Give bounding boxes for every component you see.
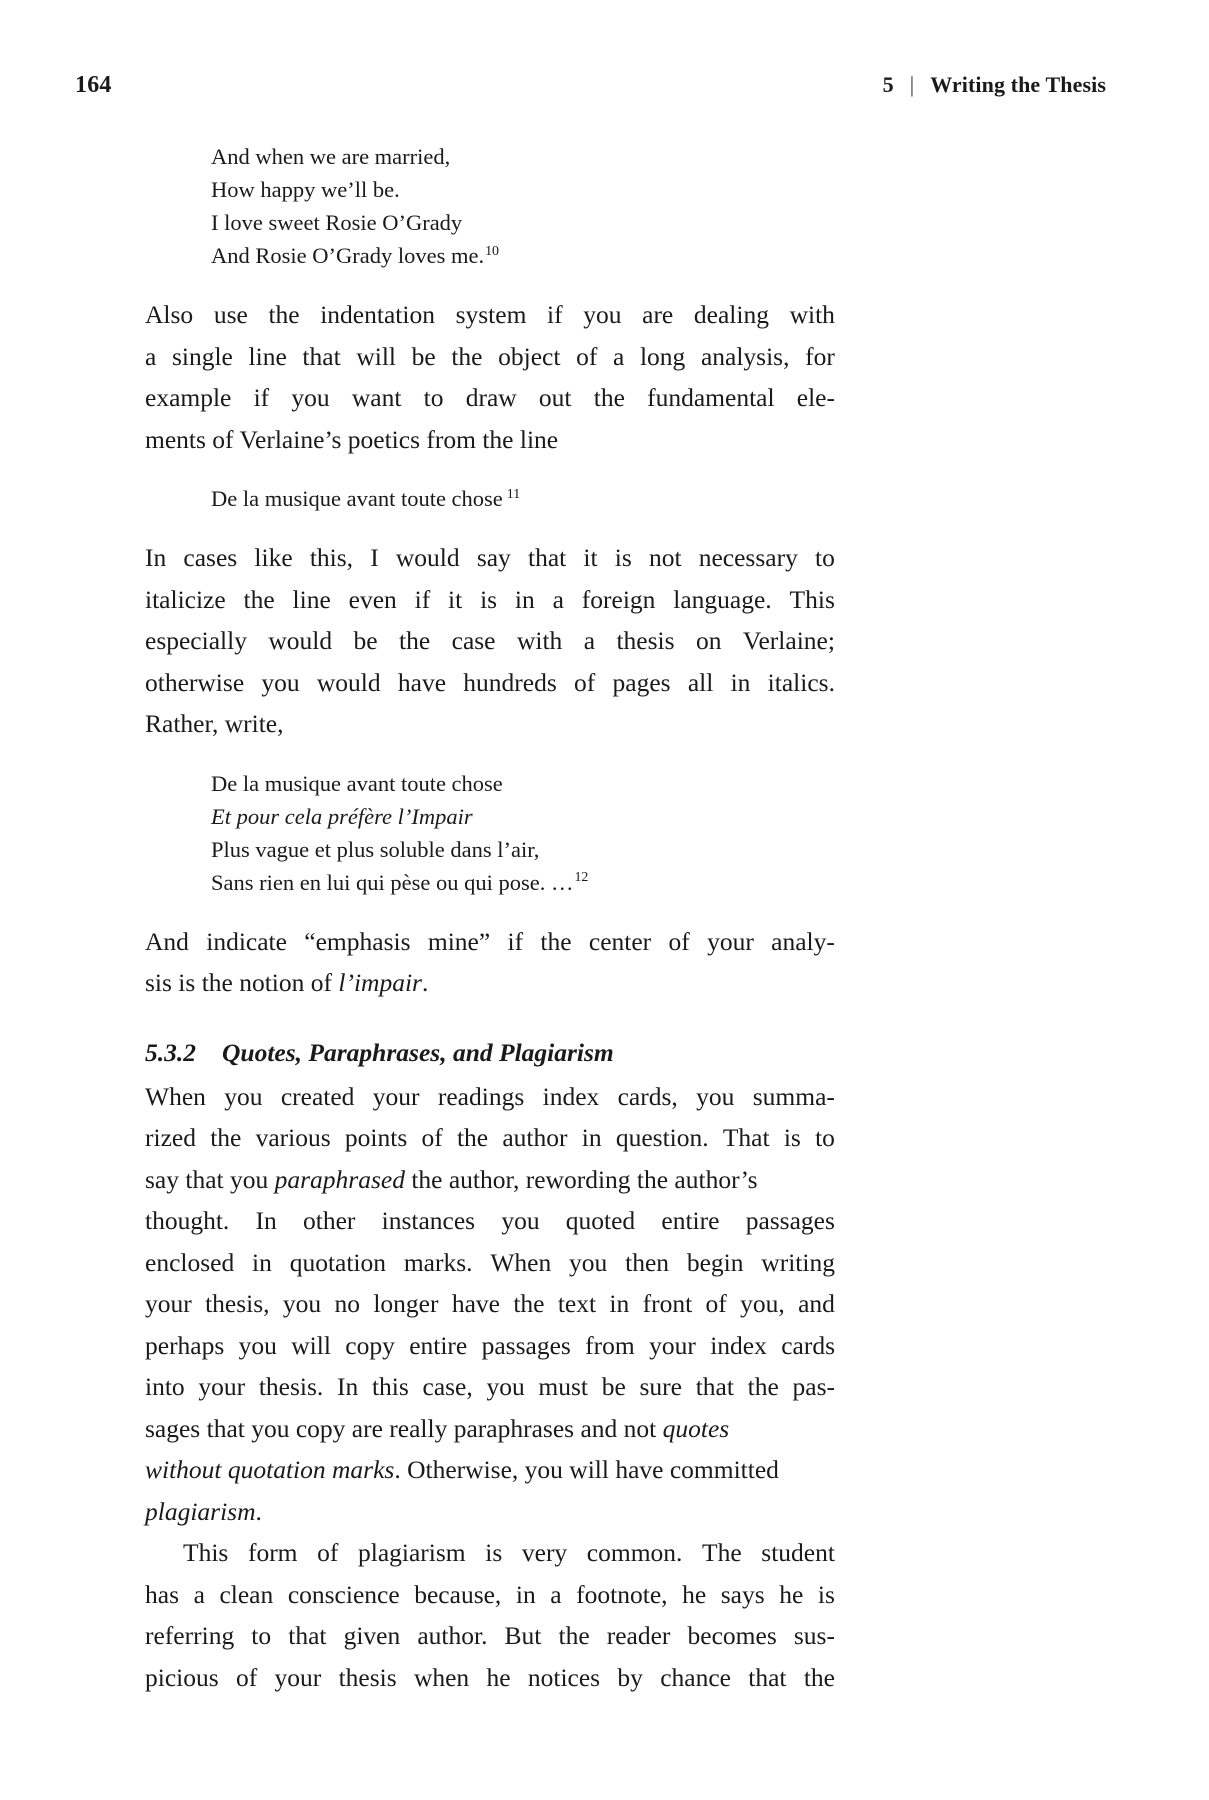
section-heading [145,1038,835,1068]
text-word: would [316,667,381,697]
extract-line-with-footnote [211,482,835,515]
text-word: example [145,383,232,412]
text-line [145,1325,835,1367]
text-word: use [213,300,248,329]
text-word: the [513,1289,545,1318]
text-word: becomes [687,1621,777,1650]
text-word: This [789,584,835,614]
text-word: case, [422,1372,473,1401]
text-word: enclosed [145,1247,235,1277]
text-word: very [521,1538,568,1567]
text-word: from [585,1330,635,1360]
text-word: to [251,1621,272,1650]
text-word: he [682,1579,707,1609]
emphasis-plagiarism: plagiarism [145,1496,256,1526]
text-word: is [817,1579,835,1609]
emphasis-without-quotation-marks: without quotation marks [145,1455,395,1484]
text-line: say that you paraphrased the author, rewording the author’s [145,1164,758,1194]
text-word: your [649,1330,696,1360]
text-word: be [353,626,378,655]
text-word: not [648,543,682,572]
text-word: you [261,667,300,697]
text-word: thesis [338,1662,397,1692]
text-word: footnote, [576,1579,668,1609]
text-word: entire [661,1206,720,1235]
text-word: you [238,1330,277,1360]
extract-line-with-footnote [211,866,835,899]
text-word: must [538,1372,589,1401]
text-line [145,1076,835,1118]
text-word: are [642,300,674,329]
text-word: single [171,341,233,371]
text-word: your [274,1662,322,1692]
text-word: common. [586,1538,683,1567]
text-word: would [395,543,460,572]
text-word: no [334,1289,360,1318]
footnote-marker: 10 [485,243,500,259]
running-header [75,72,1134,108]
text-word: thesis. [258,1372,324,1401]
text-word: draw [465,383,517,412]
text-word: various [255,1123,331,1152]
text-word: This [183,1538,229,1567]
text-word: in [581,1123,602,1152]
text-word: this [371,1372,409,1401]
text-word: points [344,1123,408,1152]
text-word: of [705,1289,727,1318]
text-word: to [815,1123,835,1152]
header-title-text: Writing the Thesis [930,72,1106,97]
text-word: writing [761,1247,835,1277]
text-word: you [583,300,622,329]
paragraph-italicize-line [145,537,835,745]
text-word: sus- [793,1621,835,1650]
text-word: on [695,626,722,655]
text-word: your [145,1289,192,1318]
text-line: ments of Verlaine’s poetics from the line [145,424,559,454]
text-word: the [243,584,275,614]
text-word: given [343,1621,401,1650]
text-word: instances [381,1206,476,1235]
text-word: you [486,1372,525,1401]
text-word: quoted [565,1206,636,1235]
text-word: have [451,1289,500,1318]
text-word: perhaps [145,1330,225,1360]
text-word: author. [417,1621,488,1650]
text-word: conscience [287,1579,400,1609]
text-line: sages that you copy are really paraphrases and not quotes [145,1413,730,1443]
text-word: if [547,300,563,329]
text-word: In [337,1372,359,1401]
text-word: That [722,1123,770,1152]
text-word: author [502,1123,568,1152]
text-word: summa- [752,1081,835,1111]
text-word: Also [145,300,194,329]
text-word: you [291,383,330,412]
text-word: be [601,1372,626,1401]
text-word: that [748,1662,787,1692]
text-word: it [448,584,463,614]
text-word: in [514,584,535,614]
text-line [145,579,835,621]
text-word: of [317,1538,339,1567]
text-word: when [413,1662,470,1692]
extract-line: De la musique avant toute chose [211,770,503,796]
text-word: a [583,626,596,655]
text-word: line [292,584,331,614]
text-word: indicate [206,926,287,956]
text-line [145,620,835,662]
text-word: the [210,1123,242,1152]
text-column [145,140,835,1698]
text-word: your [198,1372,246,1401]
text-word: italicize [145,584,226,614]
text-word: the [558,1621,590,1650]
text-word: text [557,1289,597,1318]
text-word: that [302,341,341,371]
text-word: form [247,1538,298,1567]
text-word: and [798,1289,835,1318]
footnote-marker: 12 [574,870,589,885]
text-word: In [145,543,167,572]
text-word: chance [660,1662,731,1692]
verse-line: How happy we’ll be. [211,177,400,202]
text-word: a [145,341,157,371]
text-word: is [485,1538,503,1567]
text-word: marks. [403,1247,473,1277]
text-word: italics. [767,667,835,697]
text-line: without quotation marks. Otherwise, you will have committed [145,1455,779,1484]
text-word: because, [414,1579,502,1609]
text-word: The [702,1538,742,1567]
text-word: In [255,1206,277,1235]
text-word: your [707,926,754,956]
text-word: entire [409,1330,468,1360]
text-word: dealing [693,300,769,329]
text-word: otherwise [145,667,245,697]
text-word: system [455,300,527,329]
paragraph-indentation-system [145,294,835,460]
text-word: the [451,341,483,371]
text-word: of [574,667,596,697]
text-word: that [288,1621,327,1650]
footnote-marker: 11 [506,486,521,502]
text-line [145,1283,835,1325]
text-word: into [145,1372,185,1401]
text-word: say [476,543,511,572]
text-word: language. [673,584,772,614]
text-word: thesis, [205,1289,270,1318]
section-number: 5.3.2 [145,1037,196,1067]
text-word: thought. [145,1206,230,1235]
text-word: of [668,926,690,956]
text-word: begin [686,1247,744,1277]
text-word: a [612,341,625,371]
text-word: out [538,383,572,412]
text-line [145,921,835,963]
text-line [145,1532,835,1574]
text-line: Rather, write, [145,709,284,738]
text-word: has [145,1579,179,1609]
paragraph-emphasis-mine [145,921,835,1004]
text-word: for [805,341,835,371]
text-word: fundamental [647,383,775,412]
text-word: mine” [427,926,491,956]
text-word: hundreds [463,667,557,697]
text-line: sis is the notion of l’impair. [145,968,429,997]
text-word: foreign [581,584,656,614]
text-word: When [490,1247,552,1277]
text-word: says [720,1579,765,1609]
text-word: I [370,543,379,572]
text-word: front [642,1289,693,1318]
emphasis-quotes: quotes [662,1413,730,1443]
text-word: the [268,300,300,329]
text-word: with [789,300,835,329]
text-line [145,1242,835,1284]
text-word: notices [527,1662,601,1692]
text-word: even [348,584,397,614]
text-word: in [515,1579,536,1609]
text-word: the [803,1662,835,1692]
verse-quote-rosie-ogrady [211,140,835,272]
text-word: of [235,1662,258,1692]
text-line [145,1366,835,1408]
verse-line: And when we are married, [211,144,451,169]
text-word: with [516,626,563,655]
text-word: the [456,1123,489,1152]
text-line [145,294,835,336]
text-line [145,336,835,378]
text-word: copy [345,1330,395,1360]
text-word: But [504,1621,542,1650]
text-word: if [507,926,524,956]
text-word: you [696,1081,735,1111]
extract-de-la-musique-single [211,482,835,515]
verse-line-text: And Rosie O’Grady loves me. [211,243,485,268]
text-word: is [783,1123,801,1152]
text-line [145,662,835,704]
text-word: created [280,1081,355,1111]
text-word: that [695,1372,734,1401]
text-word: readings [437,1081,525,1111]
text-word: other [302,1206,356,1235]
text-word: plagiarism [358,1538,466,1567]
text-word: you [569,1247,608,1277]
text-word: index [710,1330,767,1360]
text-word: this, [309,543,354,572]
text-word: is [480,584,498,614]
text-word: When [145,1081,206,1111]
text-word: the [593,383,625,412]
text-word: index [542,1081,600,1111]
text-line: plagiarism. [145,1496,262,1526]
text-word: picious [145,1662,219,1692]
extract-line-text: Sans rien en lui qui pèse ou qui pose. … [211,869,574,895]
text-word: it [583,543,598,572]
text-word: passages [481,1330,571,1360]
text-word: necessary [698,543,798,572]
text-word: to [423,383,444,412]
text-word: cards, [617,1081,678,1111]
text-word: of [576,341,598,371]
text-word: by [617,1662,643,1692]
text-word: longer [373,1289,439,1318]
header-chapter-title [883,72,1134,98]
text-word: to [815,543,835,572]
text-word: that [527,543,567,572]
text-word: center [588,926,652,956]
text-word: pas- [792,1372,835,1401]
text-word: the [747,1372,779,1401]
text-word: of [421,1123,443,1152]
text-word: you, [740,1289,785,1318]
text-word: object [498,341,561,371]
text-word: will [356,341,396,371]
paragraph-quotes-paraphrases [145,1076,835,1533]
text-word: reader [606,1621,671,1650]
text-line [145,1615,835,1657]
text-word: you [282,1289,322,1318]
text-word: if [253,383,270,412]
text-word: in [252,1247,272,1277]
text-word: the [540,926,572,956]
text-word: a [552,584,564,614]
text-word: question. [615,1123,709,1152]
text-word: cases [183,543,238,572]
paragraph-form-of-plagiarism [145,1532,835,1698]
text-word: clean [219,1579,274,1609]
text-word: he [779,1579,804,1609]
page-number: 164 [75,72,112,98]
text-word: you [224,1081,263,1111]
text-word: analysis, [700,341,790,371]
text-line [145,377,835,419]
text-word: you [501,1206,540,1235]
text-word: especially [145,626,247,655]
text-word: case [451,626,496,655]
text-word: all [687,667,714,697]
text-word: want [351,383,402,412]
text-line [145,1657,835,1699]
text-word: ele- [796,383,835,412]
text-word: rized [145,1123,196,1152]
emphasis-impair: l’impair [338,968,422,997]
text-word: a [550,1579,562,1609]
emphasis-paraphrased: paraphrased [274,1164,405,1194]
text-word: would [268,626,333,655]
text-line [145,1117,835,1159]
text-word: “emphasis [304,926,411,956]
text-word: be [411,341,436,371]
extract-line: Plus vague et plus soluble dans l’air, [211,836,540,862]
text-word: Verlaine; [742,626,835,655]
verse-line-with-footnote [211,239,835,272]
text-line [145,537,835,579]
text-word: the [399,626,431,655]
text-word: passages [745,1206,835,1235]
text-word: quotation [289,1247,387,1277]
extract-verlaine-stanza [211,767,835,899]
text-word: indentation [320,300,435,329]
section-title: Quotes, Paraphrases, and Plagiarism [222,1037,614,1067]
text-word: like [254,543,293,572]
text-word: analy- [771,926,835,956]
text-word: And [145,926,189,956]
text-word: a [193,1579,205,1609]
extract-line-italic: Et pour cela préfère l’Impair [211,803,473,829]
text-word: will [291,1330,331,1360]
text-word: referring [145,1621,235,1650]
text-word: pages [612,667,671,697]
text-word: long [639,341,686,371]
text-line [145,1200,835,1242]
header-chapter-number: 5 [882,72,894,97]
extract-line-text: De la musique avant toute chose [211,486,503,511]
text-word: have [397,667,447,697]
text-line [145,1574,835,1616]
verse-line: I love sweet Rosie O’Grady [211,210,463,235]
text-word: your [372,1081,420,1111]
text-word: thesis [616,626,675,655]
text-word: student [761,1538,835,1567]
text-word: line [248,341,287,371]
text-word: if [414,584,431,614]
text-word: he [486,1662,511,1692]
text-word: is [614,543,632,572]
header-separator-icon: | [909,72,915,97]
text-word: sure [639,1372,682,1401]
text-word: then [625,1247,670,1277]
text-word: in [609,1289,630,1318]
text-word: cards [781,1330,835,1360]
text-word: in [730,667,751,697]
